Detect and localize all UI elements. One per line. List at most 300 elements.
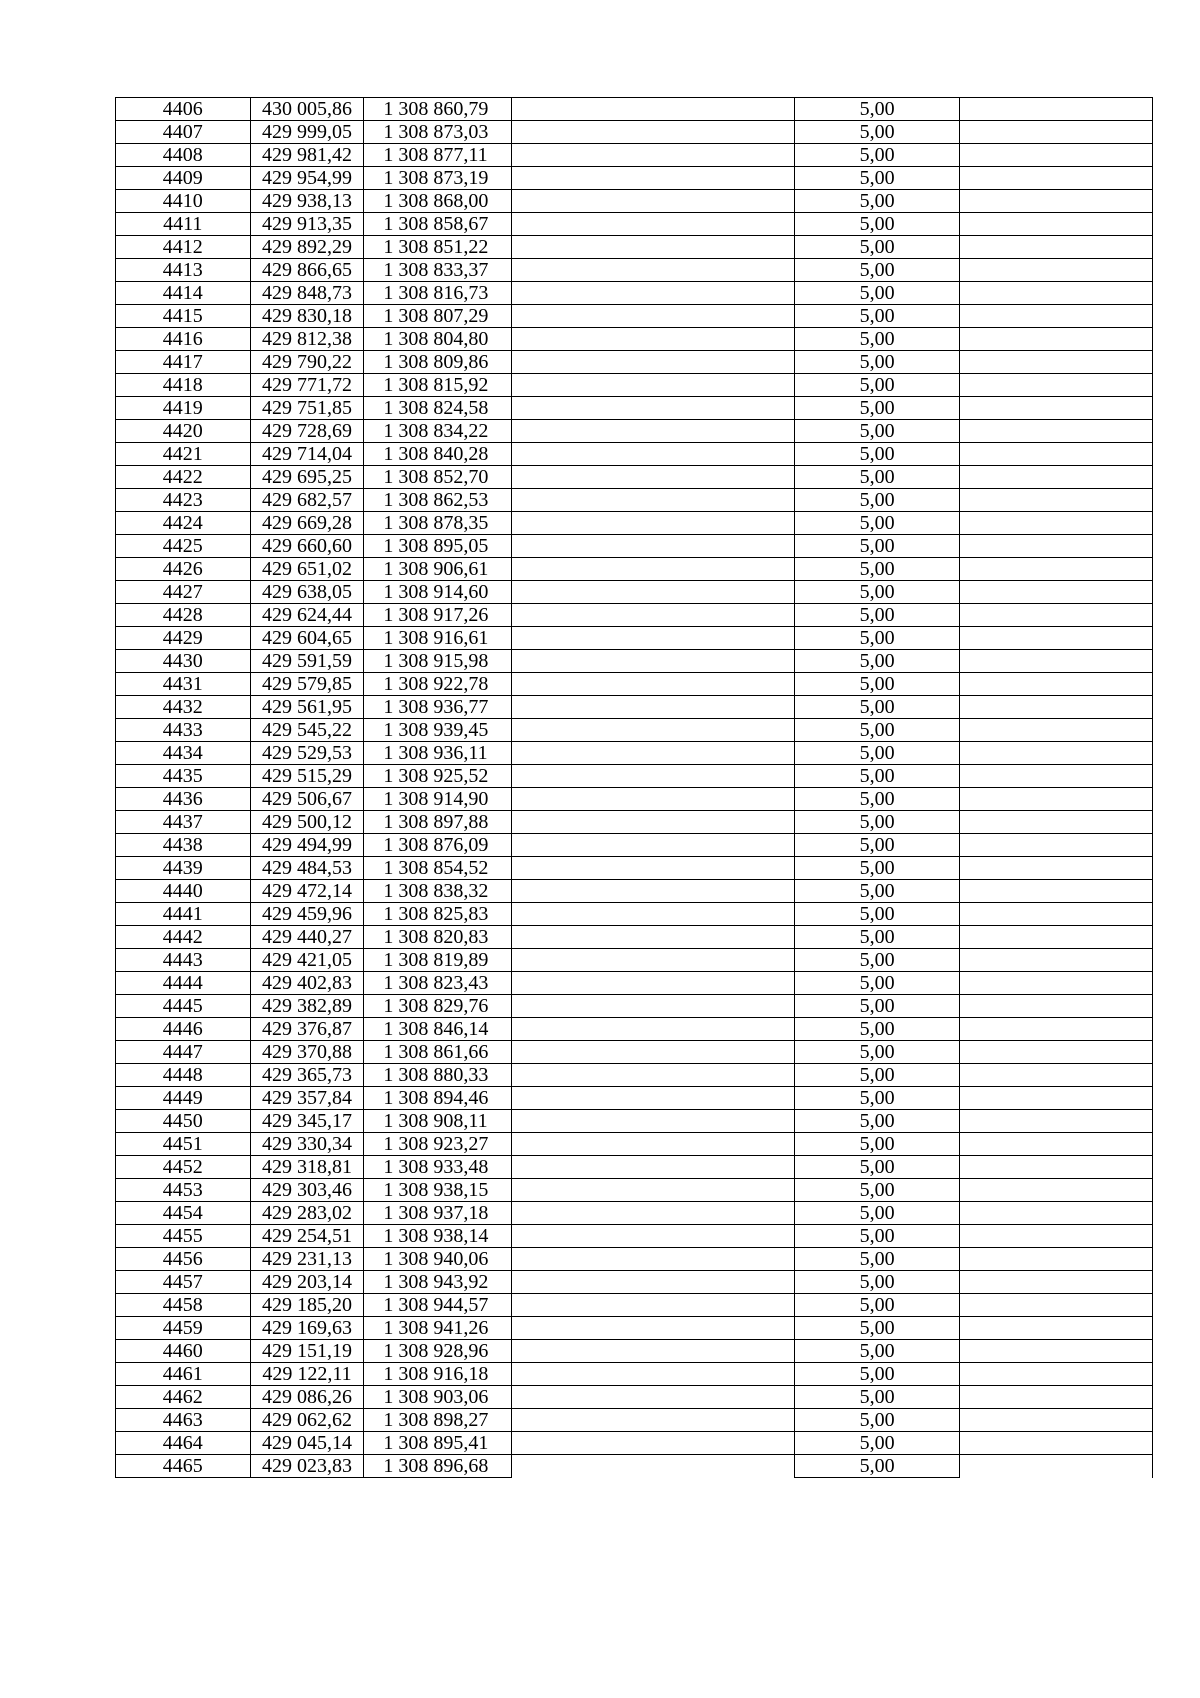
table-row <box>116 443 1153 466</box>
empty-cell <box>512 788 795 811</box>
empty-cell <box>512 282 795 305</box>
point-number-cell: 4459 <box>116 1317 251 1340</box>
empty-cell <box>512 1041 795 1064</box>
y-coordinate-cell: 1 308 925,52 <box>364 765 512 788</box>
empty-cell <box>512 627 795 650</box>
point-number-cell: 4438 <box>116 834 251 857</box>
x-coordinate-cell: 429 830,18 <box>250 305 364 328</box>
x-coordinate-cell: 429 500,12 <box>250 811 364 834</box>
y-coordinate-cell: 1 308 876,09 <box>364 834 512 857</box>
note-cell <box>960 627 1153 650</box>
point-number-cell: 4455 <box>116 1225 251 1248</box>
coordinates-table-body <box>116 98 1153 1478</box>
note-cell <box>960 98 1153 121</box>
point-number-cell: 4415 <box>116 305 251 328</box>
table-row <box>116 1432 1153 1455</box>
value-cell: 5,00 <box>794 1202 960 1225</box>
point-number-cell: 4423 <box>116 489 251 512</box>
empty-cell <box>512 581 795 604</box>
table-row <box>116 121 1153 144</box>
note-cell <box>960 351 1153 374</box>
y-coordinate-cell: 1 308 923,27 <box>364 1133 512 1156</box>
y-coordinate-cell: 1 308 846,14 <box>364 1018 512 1041</box>
table-row <box>116 466 1153 489</box>
empty-cell <box>512 535 795 558</box>
x-coordinate-cell: 429 669,28 <box>250 512 364 535</box>
note-cell <box>960 512 1153 535</box>
value-cell: 5,00 <box>794 1340 960 1363</box>
note-cell <box>960 995 1153 1018</box>
table-row <box>116 1248 1153 1271</box>
table-row <box>116 581 1153 604</box>
table-row <box>116 98 1153 121</box>
empty-cell <box>512 834 795 857</box>
note-cell <box>960 259 1153 282</box>
point-number-cell: 4443 <box>116 949 251 972</box>
y-coordinate-cell: 1 308 868,00 <box>364 190 512 213</box>
value-cell: 5,00 <box>794 1363 960 1386</box>
x-coordinate-cell: 429 303,46 <box>250 1179 364 1202</box>
empty-cell <box>512 604 795 627</box>
empty-cell <box>512 903 795 926</box>
y-coordinate-cell: 1 308 898,27 <box>364 1409 512 1432</box>
empty-cell <box>512 144 795 167</box>
point-number-cell: 4449 <box>116 1087 251 1110</box>
value-cell: 5,00 <box>794 1271 960 1294</box>
x-coordinate-cell: 429 440,27 <box>250 926 364 949</box>
y-coordinate-cell: 1 308 861,66 <box>364 1041 512 1064</box>
table-row <box>116 420 1153 443</box>
table-row <box>116 1156 1153 1179</box>
x-coordinate-cell: 429 494,99 <box>250 834 364 857</box>
note-cell <box>960 673 1153 696</box>
x-coordinate-cell: 429 695,25 <box>250 466 364 489</box>
point-number-cell: 4421 <box>116 443 251 466</box>
value-cell: 5,00 <box>794 397 960 420</box>
note-cell <box>960 121 1153 144</box>
value-cell: 5,00 <box>794 995 960 1018</box>
empty-cell <box>512 1432 795 1455</box>
point-number-cell: 4414 <box>116 282 251 305</box>
y-coordinate-cell: 1 308 938,15 <box>364 1179 512 1202</box>
empty-cell <box>512 1087 795 1110</box>
value-cell: 5,00 <box>794 972 960 995</box>
point-number-cell: 4424 <box>116 512 251 535</box>
note-cell <box>960 420 1153 443</box>
y-coordinate-cell: 1 308 851,22 <box>364 236 512 259</box>
note-cell <box>960 1202 1153 1225</box>
x-coordinate-cell: 429 579,85 <box>250 673 364 696</box>
x-coordinate-cell: 429 660,60 <box>250 535 364 558</box>
value-cell: 5,00 <box>794 167 960 190</box>
value-cell: 5,00 <box>794 1317 960 1340</box>
note-cell <box>960 443 1153 466</box>
point-number-cell: 4444 <box>116 972 251 995</box>
value-cell: 5,00 <box>794 1018 960 1041</box>
point-number-cell: 4457 <box>116 1271 251 1294</box>
value-cell: 5,00 <box>794 650 960 673</box>
empty-cell <box>512 995 795 1018</box>
point-number-cell: 4453 <box>116 1179 251 1202</box>
x-coordinate-cell: 429 506,67 <box>250 788 364 811</box>
table-row <box>116 1317 1153 1340</box>
value-cell: 5,00 <box>794 1432 960 1455</box>
point-number-cell: 4446 <box>116 1018 251 1041</box>
x-coordinate-cell: 429 382,89 <box>250 995 364 1018</box>
note-cell <box>960 466 1153 489</box>
note-cell <box>960 834 1153 857</box>
empty-cell <box>512 512 795 535</box>
note-cell <box>960 1317 1153 1340</box>
y-coordinate-cell: 1 308 938,14 <box>364 1225 512 1248</box>
value-cell: 5,00 <box>794 466 960 489</box>
note-cell <box>960 190 1153 213</box>
x-coordinate-cell: 429 376,87 <box>250 1018 364 1041</box>
y-coordinate-cell: 1 308 936,77 <box>364 696 512 719</box>
table-row <box>116 1110 1153 1133</box>
table-row <box>116 857 1153 880</box>
x-coordinate-cell: 429 151,19 <box>250 1340 364 1363</box>
empty-cell <box>512 1225 795 1248</box>
empty-cell <box>512 949 795 972</box>
y-coordinate-cell: 1 308 824,58 <box>364 397 512 420</box>
value-cell: 5,00 <box>794 535 960 558</box>
empty-cell <box>512 213 795 236</box>
y-coordinate-cell: 1 308 873,19 <box>364 167 512 190</box>
x-coordinate-cell: 429 591,59 <box>250 650 364 673</box>
note-cell <box>960 167 1153 190</box>
point-number-cell: 4458 <box>116 1294 251 1317</box>
y-coordinate-cell: 1 308 807,29 <box>364 305 512 328</box>
note-cell <box>960 1087 1153 1110</box>
value-cell: 5,00 <box>794 696 960 719</box>
note-cell <box>960 1409 1153 1432</box>
x-coordinate-cell: 429 545,22 <box>250 719 364 742</box>
value-cell: 5,00 <box>794 443 960 466</box>
table-row <box>116 627 1153 650</box>
empty-cell <box>512 972 795 995</box>
table-row <box>116 236 1153 259</box>
y-coordinate-cell: 1 308 815,92 <box>364 374 512 397</box>
point-number-cell: 4434 <box>116 742 251 765</box>
point-number-cell: 4428 <box>116 604 251 627</box>
empty-cell <box>512 489 795 512</box>
value-cell: 5,00 <box>794 581 960 604</box>
note-cell <box>960 1018 1153 1041</box>
empty-cell <box>512 1363 795 1386</box>
y-coordinate-cell: 1 308 939,45 <box>364 719 512 742</box>
point-number-cell: 4451 <box>116 1133 251 1156</box>
x-coordinate-cell: 429 848,73 <box>250 282 364 305</box>
value-cell: 5,00 <box>794 1455 960 1478</box>
point-number-cell: 4442 <box>116 926 251 949</box>
value-cell: 5,00 <box>794 1041 960 1064</box>
y-coordinate-cell: 1 308 820,83 <box>364 926 512 949</box>
x-coordinate-cell: 429 981,42 <box>250 144 364 167</box>
note-cell <box>960 305 1153 328</box>
y-coordinate-cell: 1 308 896,68 <box>364 1455 512 1478</box>
note-cell <box>960 236 1153 259</box>
y-coordinate-cell: 1 308 858,67 <box>364 213 512 236</box>
table-row <box>116 1386 1153 1409</box>
table-row <box>116 995 1153 1018</box>
empty-cell <box>512 190 795 213</box>
x-coordinate-cell: 429 231,13 <box>250 1248 364 1271</box>
note-cell <box>960 1110 1153 1133</box>
table-row <box>116 604 1153 627</box>
x-coordinate-cell: 429 318,81 <box>250 1156 364 1179</box>
note-cell <box>960 1271 1153 1294</box>
point-number-cell: 4413 <box>116 259 251 282</box>
note-cell <box>960 1363 1153 1386</box>
x-coordinate-cell: 429 370,88 <box>250 1041 364 1064</box>
point-number-cell: 4462 <box>116 1386 251 1409</box>
y-coordinate-cell: 1 308 916,18 <box>364 1363 512 1386</box>
table-row <box>116 1041 1153 1064</box>
note-cell <box>960 1041 1153 1064</box>
note-cell <box>960 765 1153 788</box>
value-cell: 5,00 <box>794 788 960 811</box>
point-number-cell: 4436 <box>116 788 251 811</box>
y-coordinate-cell: 1 308 897,88 <box>364 811 512 834</box>
note-cell <box>960 926 1153 949</box>
table-row <box>116 374 1153 397</box>
empty-cell <box>512 857 795 880</box>
y-coordinate-cell: 1 308 809,86 <box>364 351 512 374</box>
note-cell <box>960 1133 1153 1156</box>
table-row <box>116 1064 1153 1087</box>
point-number-cell: 4407 <box>116 121 251 144</box>
y-coordinate-cell: 1 308 914,60 <box>364 581 512 604</box>
table-row <box>116 949 1153 972</box>
table-row <box>116 880 1153 903</box>
point-number-cell: 4448 <box>116 1064 251 1087</box>
note-cell <box>960 880 1153 903</box>
empty-cell <box>512 1317 795 1340</box>
x-coordinate-cell: 429 651,02 <box>250 558 364 581</box>
value-cell: 5,00 <box>794 144 960 167</box>
point-number-cell: 4452 <box>116 1156 251 1179</box>
value-cell: 5,00 <box>794 213 960 236</box>
note-cell <box>960 696 1153 719</box>
empty-cell <box>512 259 795 282</box>
note-cell <box>960 788 1153 811</box>
y-coordinate-cell: 1 308 922,78 <box>364 673 512 696</box>
value-cell: 5,00 <box>794 489 960 512</box>
coordinates-table <box>115 97 1153 1478</box>
y-coordinate-cell: 1 308 834,22 <box>364 420 512 443</box>
table-row <box>116 213 1153 236</box>
value-cell: 5,00 <box>794 719 960 742</box>
value-cell: 5,00 <box>794 420 960 443</box>
empty-cell <box>512 443 795 466</box>
empty-cell <box>512 558 795 581</box>
point-number-cell: 4420 <box>116 420 251 443</box>
point-number-cell: 4460 <box>116 1340 251 1363</box>
table-row <box>116 535 1153 558</box>
table-row <box>116 1271 1153 1294</box>
empty-cell <box>512 1340 795 1363</box>
table-row <box>116 834 1153 857</box>
point-number-cell: 4440 <box>116 880 251 903</box>
note-cell <box>960 811 1153 834</box>
table-row <box>116 305 1153 328</box>
empty-cell <box>512 351 795 374</box>
empty-cell <box>512 1156 795 1179</box>
point-number-cell: 4408 <box>116 144 251 167</box>
point-number-cell: 4430 <box>116 650 251 673</box>
empty-cell <box>512 719 795 742</box>
point-number-cell: 4426 <box>116 558 251 581</box>
point-number-cell: 4432 <box>116 696 251 719</box>
table-row <box>116 328 1153 351</box>
note-cell <box>960 1386 1153 1409</box>
x-coordinate-cell: 429 624,44 <box>250 604 364 627</box>
point-number-cell: 4417 <box>116 351 251 374</box>
point-number-cell: 4425 <box>116 535 251 558</box>
y-coordinate-cell: 1 308 895,05 <box>364 535 512 558</box>
y-coordinate-cell: 1 308 816,73 <box>364 282 512 305</box>
note-cell <box>960 1340 1153 1363</box>
empty-cell <box>512 305 795 328</box>
y-coordinate-cell: 1 308 854,52 <box>364 857 512 880</box>
x-coordinate-cell: 429 866,65 <box>250 259 364 282</box>
table-row <box>116 1340 1153 1363</box>
point-number-cell: 4433 <box>116 719 251 742</box>
table-row <box>116 903 1153 926</box>
y-coordinate-cell: 1 308 908,11 <box>364 1110 512 1133</box>
table-row <box>116 259 1153 282</box>
point-number-cell: 4461 <box>116 1363 251 1386</box>
empty-cell <box>512 742 795 765</box>
note-cell <box>960 374 1153 397</box>
x-coordinate-cell: 429 682,57 <box>250 489 364 512</box>
empty-cell <box>512 926 795 949</box>
y-coordinate-cell: 1 308 895,41 <box>364 1432 512 1455</box>
point-number-cell: 4418 <box>116 374 251 397</box>
empty-cell <box>512 765 795 788</box>
value-cell: 5,00 <box>794 282 960 305</box>
table-row <box>116 351 1153 374</box>
x-coordinate-cell: 429 638,05 <box>250 581 364 604</box>
value-cell: 5,00 <box>794 1225 960 1248</box>
x-coordinate-cell: 429 751,85 <box>250 397 364 420</box>
value-cell: 5,00 <box>794 1386 960 1409</box>
x-coordinate-cell: 429 421,05 <box>250 949 364 972</box>
note-cell <box>960 903 1153 926</box>
y-coordinate-cell: 1 308 906,61 <box>364 558 512 581</box>
note-cell <box>960 1179 1153 1202</box>
table-row <box>116 167 1153 190</box>
point-number-cell: 4406 <box>116 98 251 121</box>
value-cell: 5,00 <box>794 1087 960 1110</box>
table-row <box>116 190 1153 213</box>
value-cell: 5,00 <box>794 604 960 627</box>
y-coordinate-cell: 1 308 862,53 <box>364 489 512 512</box>
y-coordinate-cell: 1 308 936,11 <box>364 742 512 765</box>
value-cell: 5,00 <box>794 742 960 765</box>
point-number-cell: 4465 <box>116 1455 251 1478</box>
point-number-cell: 4431 <box>116 673 251 696</box>
x-coordinate-cell: 429 062,62 <box>250 1409 364 1432</box>
note-cell <box>960 282 1153 305</box>
table-row <box>116 972 1153 995</box>
value-cell: 5,00 <box>794 328 960 351</box>
y-coordinate-cell: 1 308 823,43 <box>364 972 512 995</box>
table-row <box>116 1179 1153 1202</box>
y-coordinate-cell: 1 308 880,33 <box>364 1064 512 1087</box>
x-coordinate-cell: 429 203,14 <box>250 1271 364 1294</box>
value-cell: 5,00 <box>794 834 960 857</box>
table-row <box>116 489 1153 512</box>
note-cell <box>960 949 1153 972</box>
point-number-cell: 4447 <box>116 1041 251 1064</box>
table-row <box>116 1018 1153 1041</box>
value-cell: 5,00 <box>794 903 960 926</box>
y-coordinate-cell: 1 308 825,83 <box>364 903 512 926</box>
value-cell: 5,00 <box>794 1179 960 1202</box>
x-coordinate-cell: 429 345,17 <box>250 1110 364 1133</box>
note-cell <box>960 328 1153 351</box>
value-cell: 5,00 <box>794 121 960 144</box>
point-number-cell: 4416 <box>116 328 251 351</box>
note-cell <box>960 1225 1153 1248</box>
table-row <box>116 811 1153 834</box>
point-number-cell: 4450 <box>116 1110 251 1133</box>
table-row <box>116 1455 1153 1478</box>
note-cell <box>960 1248 1153 1271</box>
empty-cell <box>512 236 795 259</box>
value-cell: 5,00 <box>794 765 960 788</box>
point-number-cell: 4464 <box>116 1432 251 1455</box>
value-cell: 5,00 <box>794 949 960 972</box>
note-cell <box>960 558 1153 581</box>
empty-cell <box>512 1018 795 1041</box>
empty-cell <box>512 1455 795 1478</box>
value-cell: 5,00 <box>794 512 960 535</box>
table-row <box>116 926 1153 949</box>
value-cell: 5,00 <box>794 1110 960 1133</box>
table-row <box>116 719 1153 742</box>
x-coordinate-cell: 429 515,29 <box>250 765 364 788</box>
y-coordinate-cell: 1 308 894,46 <box>364 1087 512 1110</box>
y-coordinate-cell: 1 308 833,37 <box>364 259 512 282</box>
point-number-cell: 4411 <box>116 213 251 236</box>
empty-cell <box>512 328 795 351</box>
y-coordinate-cell: 1 308 928,96 <box>364 1340 512 1363</box>
note-cell <box>960 972 1153 995</box>
value-cell: 5,00 <box>794 236 960 259</box>
table-row <box>116 742 1153 765</box>
empty-cell <box>512 98 795 121</box>
table-row <box>116 282 1153 305</box>
y-coordinate-cell: 1 308 944,57 <box>364 1294 512 1317</box>
y-coordinate-cell: 1 308 943,92 <box>364 1271 512 1294</box>
value-cell: 5,00 <box>794 811 960 834</box>
table-row <box>116 1363 1153 1386</box>
table-row <box>116 1409 1153 1432</box>
value-cell: 5,00 <box>794 98 960 121</box>
empty-cell <box>512 1294 795 1317</box>
table-row <box>116 1225 1153 1248</box>
table-row <box>116 1133 1153 1156</box>
note-cell <box>960 535 1153 558</box>
x-coordinate-cell: 429 283,02 <box>250 1202 364 1225</box>
y-coordinate-cell: 1 308 873,03 <box>364 121 512 144</box>
value-cell: 5,00 <box>794 1409 960 1432</box>
point-number-cell: 4435 <box>116 765 251 788</box>
y-coordinate-cell: 1 308 917,26 <box>364 604 512 627</box>
